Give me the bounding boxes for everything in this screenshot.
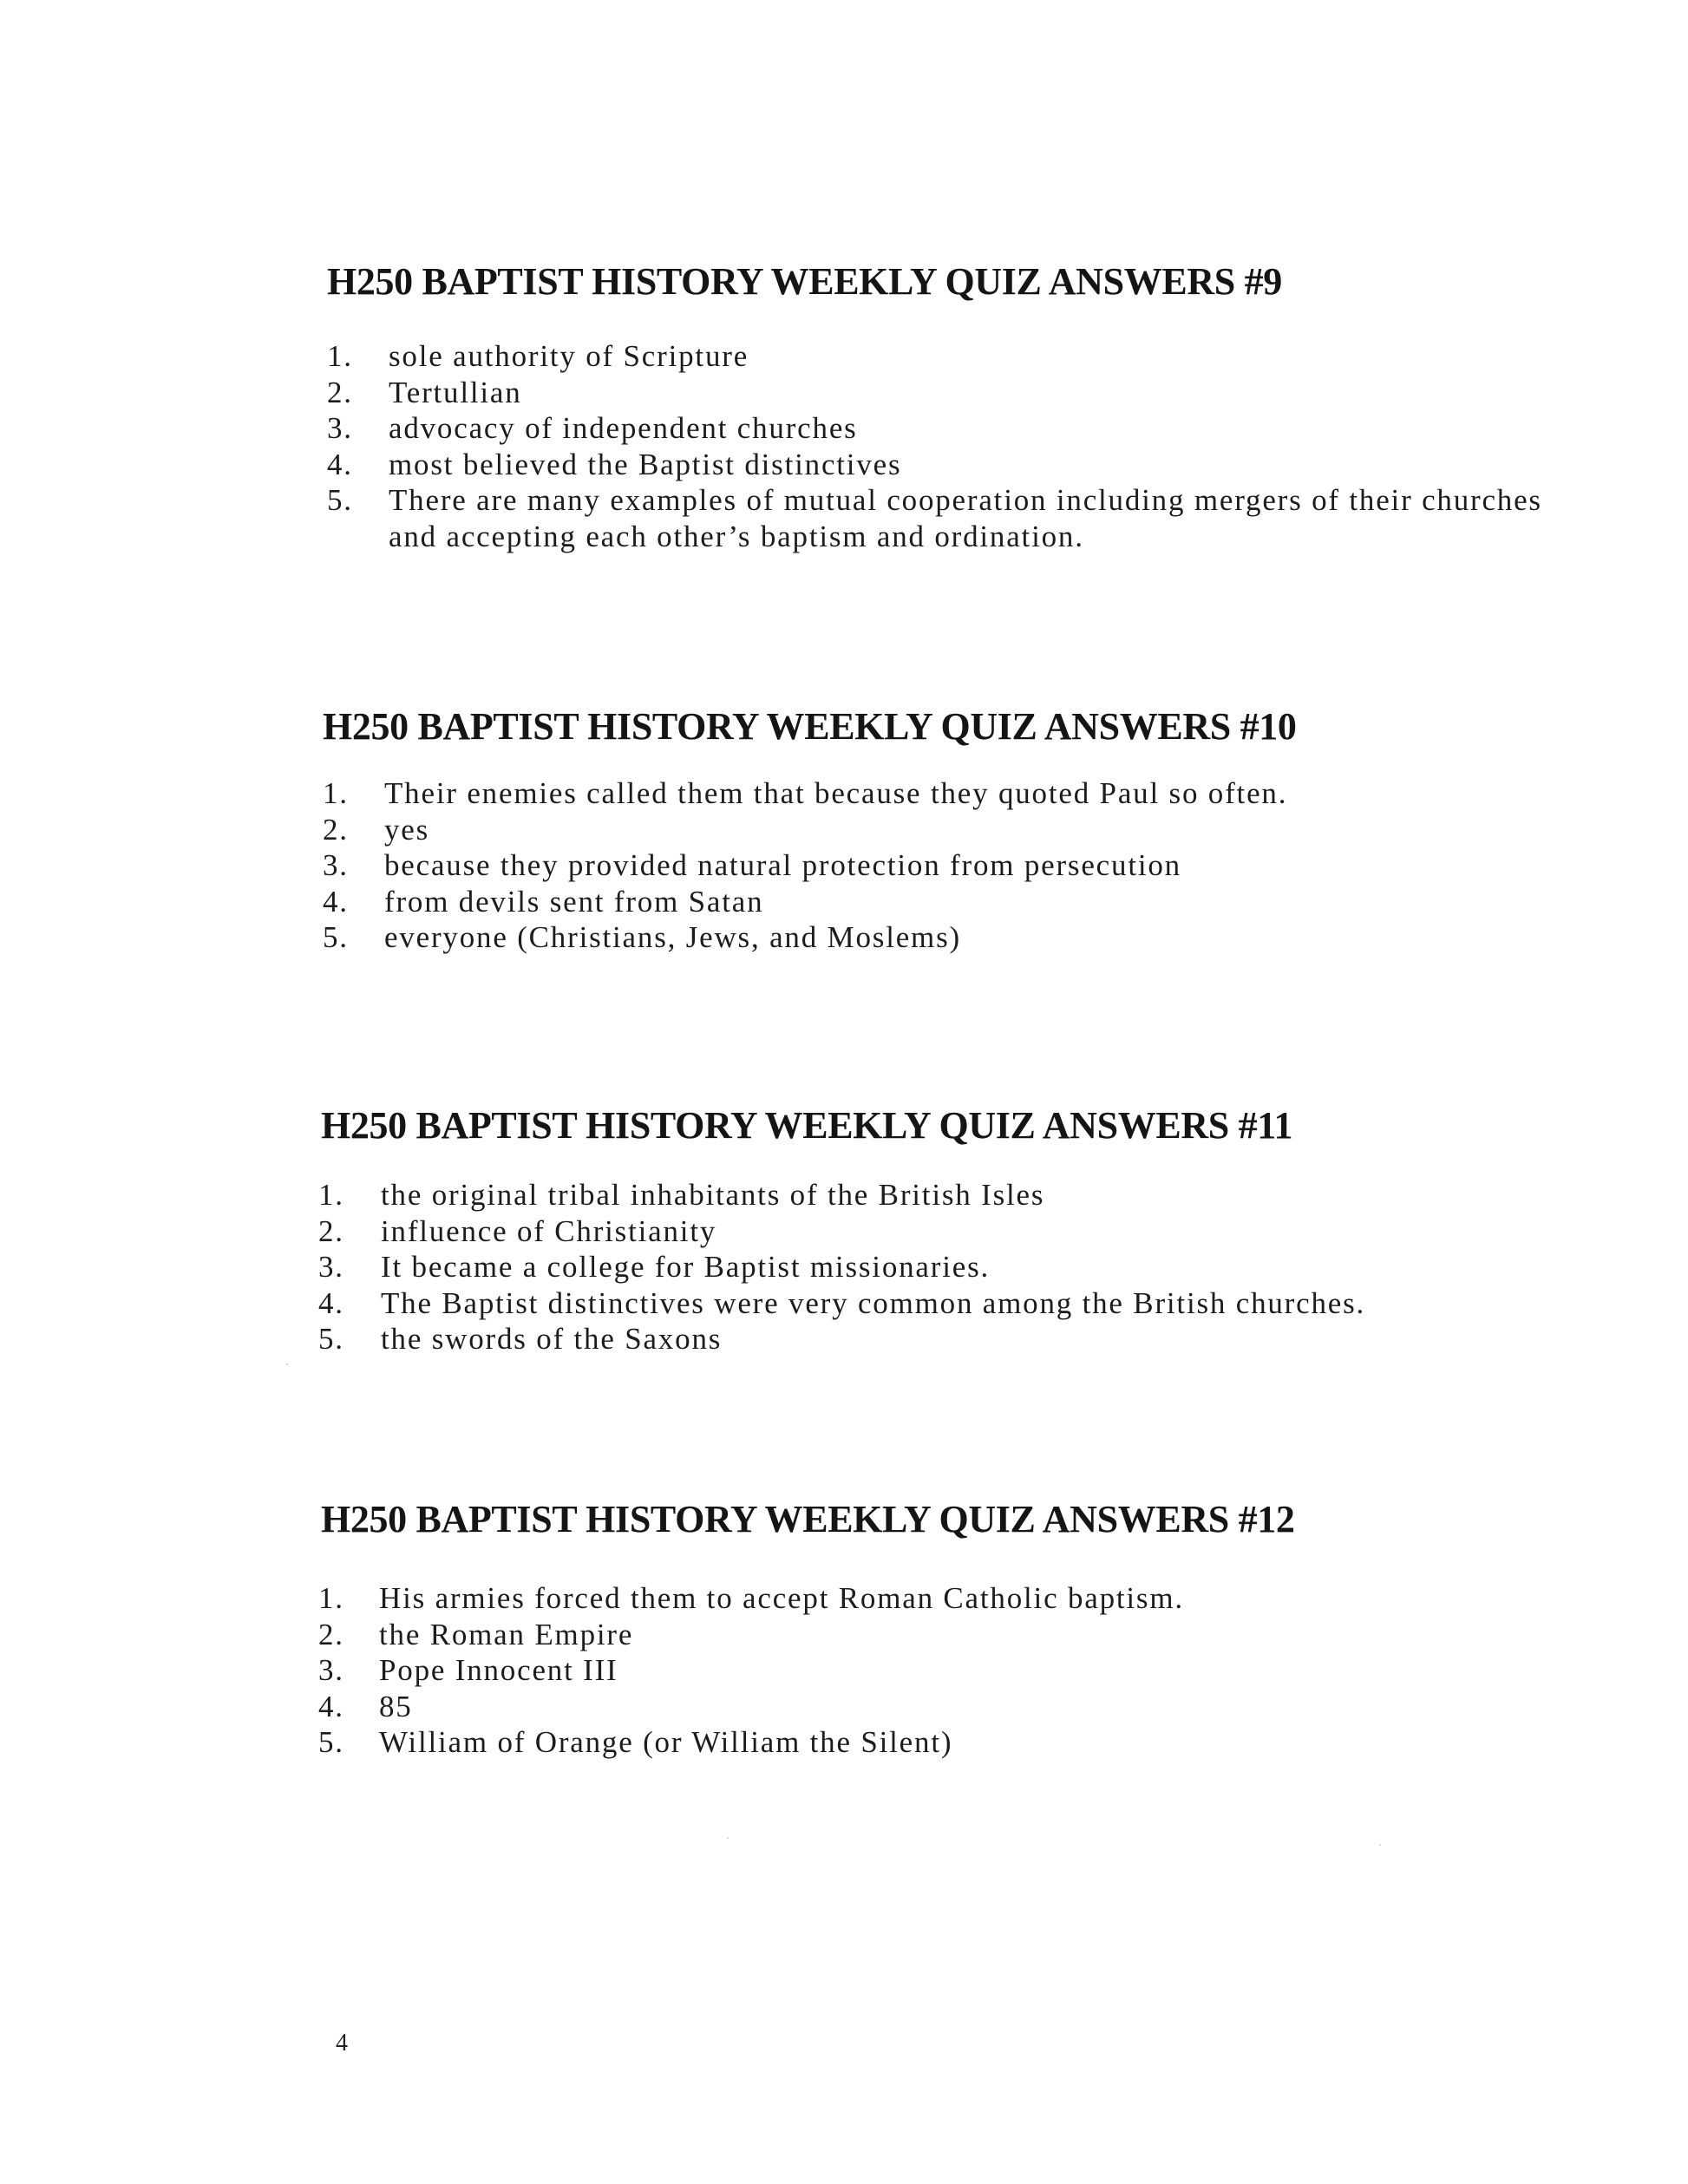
answer-number: 4. [323,884,349,919]
answer-item [318,1177,1560,1213]
answer-item [327,375,1568,411]
answer-item [327,447,1568,483]
answer-number: 4. [327,447,353,481]
section-heading: H250 BAPTIST HISTORY WEEKLY QUIZ ANSWERS #10 [323,705,1297,748]
answer-item [323,847,1564,884]
page-number: 4 [336,2030,348,2056]
answer-text: Their enemies called them that because they quoted Paul so often. [384,776,1288,810]
scan-speck [1379,1844,1381,1846]
answer-number: 1. [318,1581,344,1615]
answer-item [323,775,1564,812]
answer-list [327,338,1568,555]
answer-text: sole authority of Scripture [389,339,749,373]
answer-number: 2. [318,1617,344,1651]
answer-number: 4. [318,1285,344,1320]
answer-text: the original tribal inhabitants of the British Isles [381,1178,1045,1212]
answer-item [327,410,1568,447]
answer-list [318,1177,1560,1357]
answer-item [318,1213,1560,1250]
answer-text: 85 [379,1689,413,1723]
answer-text: the swords of the Saxons [381,1322,723,1357]
answer-number: 5. [327,483,353,518]
answer-number: 3. [323,848,349,883]
answer-text: Pope Innocent III [379,1653,618,1688]
answer-text: influence of Christianity [381,1213,717,1248]
answer-item [323,884,1564,920]
answer-number: 3. [327,411,353,446]
answer-text: yes [384,812,430,847]
answer-number: 5. [323,920,349,955]
answer-item [318,1285,1560,1322]
answer-list [323,775,1564,956]
answer-number: 3. [318,1250,344,1285]
answer-text: everyone (Christians, Jews, and Moslems) [384,920,961,955]
scan-speck [727,1837,729,1839]
answer-item [327,338,1568,375]
answer-text: most believed the Baptist distinctives [389,447,902,481]
answer-number: 5. [318,1725,344,1760]
answer-number: 2. [323,812,349,847]
answer-number: 1. [318,1178,344,1212]
answer-item [318,1724,1559,1761]
section-heading: H250 BAPTIST HISTORY WEEKLY QUIZ ANSWERS #9 [327,260,1282,303]
answer-text: There are many examples of mutual cooperation including mergers of their churches and accepting each other’s baptism and ordination. [389,483,1542,553]
answer-text: The Baptist distinctives were very common among the British churches. [381,1285,1366,1320]
answer-number: 2. [327,375,353,409]
section-heading: H250 BAPTIST HISTORY WEEKLY QUIZ ANSWERS #12 [321,1498,1295,1540]
answer-text: advocacy of independent churches [389,411,858,446]
answer-number: 1. [327,339,353,373]
answer-item [318,1617,1559,1653]
answer-item [323,919,1564,956]
answer-number: 1. [323,776,349,810]
answer-text: because they provided natural protection from persecution [384,848,1181,883]
answer-item [318,1249,1560,1285]
section-heading: H250 BAPTIST HISTORY WEEKLY QUIZ ANSWERS #11 [321,1104,1293,1147]
answer-text: Tertullian [389,375,522,409]
answer-number: 3. [318,1653,344,1688]
answer-item [323,812,1564,848]
scan-speck [286,1363,288,1365]
answer-number: 5. [318,1322,344,1357]
answer-list [318,1580,1559,1761]
answer-item [318,1652,1559,1689]
answer-number: 4. [318,1689,344,1723]
answer-text: His armies forced them to accept Roman Catholic baptism. [379,1581,1184,1615]
answer-item [318,1689,1559,1725]
answer-text: It became a college for Baptist missionaries. [381,1250,991,1285]
answer-text: the Roman Empire [379,1617,634,1651]
answer-item [318,1580,1559,1617]
answer-text: from devils sent from Satan [384,884,764,919]
answer-text: William of Orange (or William the Silent) [379,1725,953,1760]
answer-item [327,482,1568,554]
answer-item [318,1321,1560,1357]
answer-number: 2. [318,1213,344,1248]
